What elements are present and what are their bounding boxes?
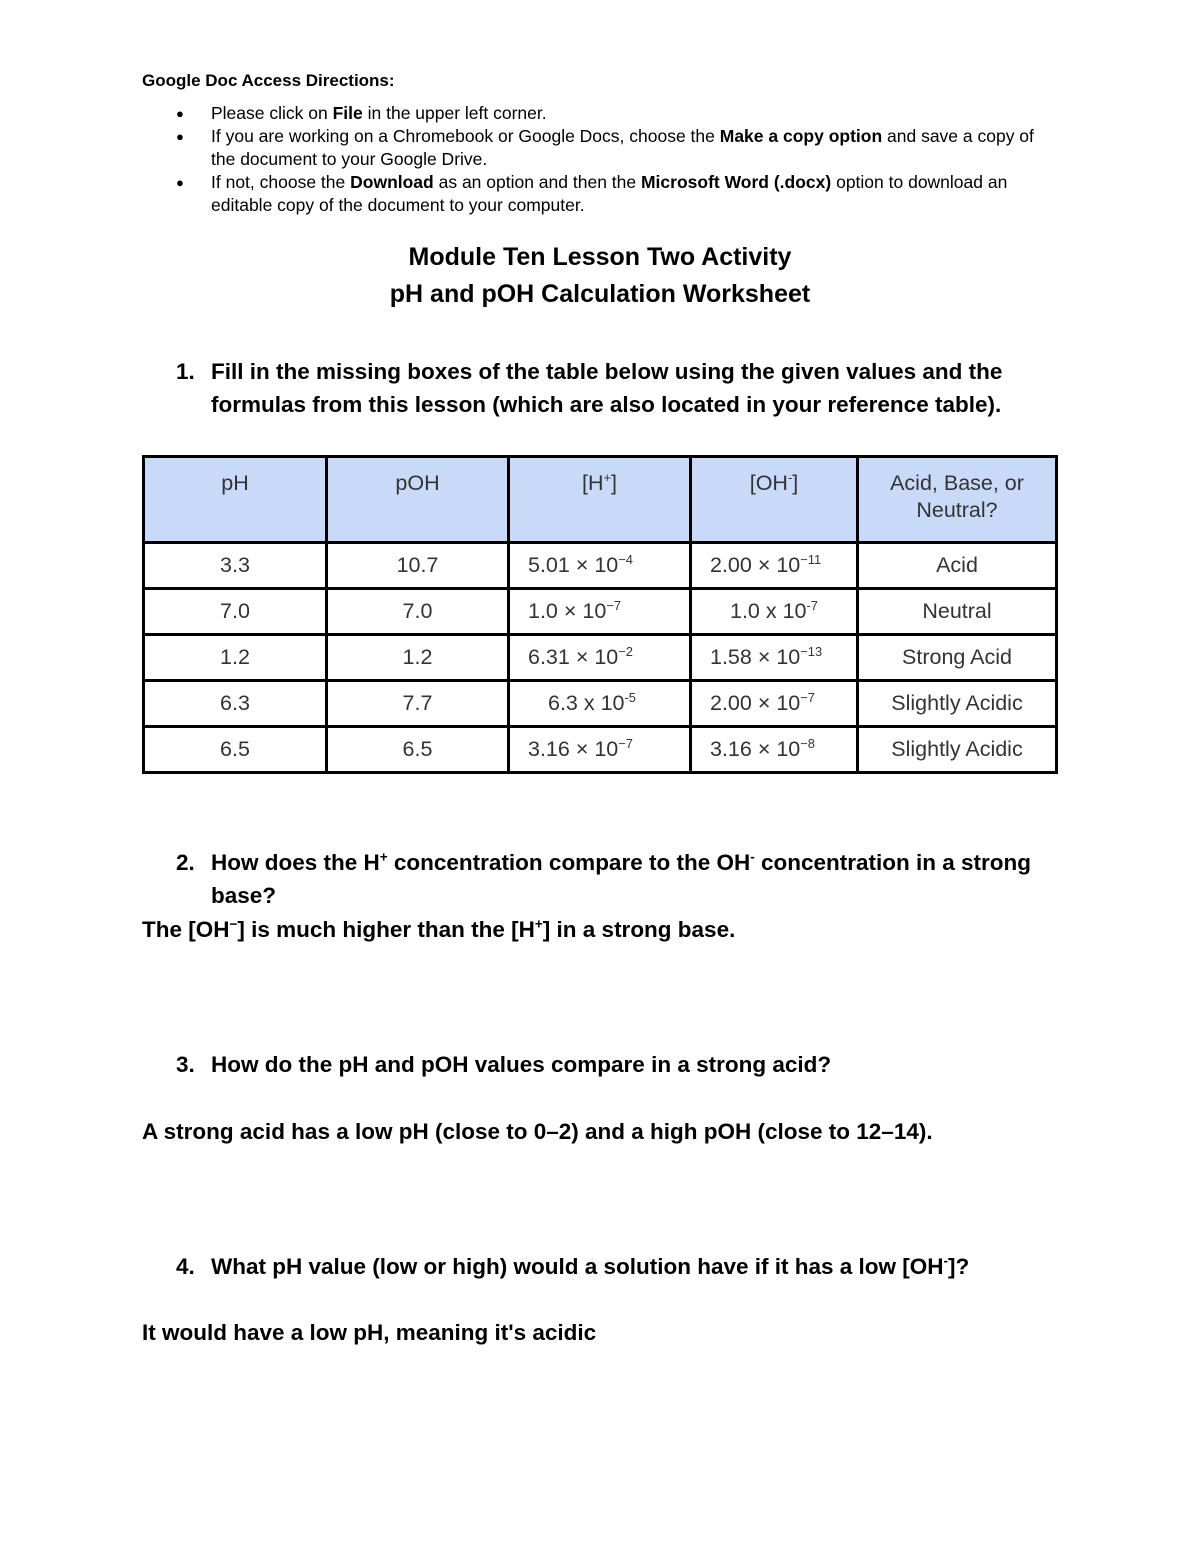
header-oh-concentration: [OH-] — [691, 457, 858, 543]
directions-item: ● Please click on File in the upper left corner. — [176, 103, 547, 123]
page-title: Module Ten Lesson Two Activity — [408, 243, 792, 271]
question-3 — [176, 1048, 1056, 1081]
question-text: How does the H+ concentration compare to the OH- concentration in a strong base? — [211, 849, 1031, 908]
question-text: Fill in the missing boxes of the table below using the given values and the formulas from this lesson (which are also located in your reference table). — [211, 359, 1003, 417]
cell-h-concentration: $3.16 \times 10^{-7}$ — [509, 727, 691, 773]
table-header-row — [144, 457, 1057, 543]
question-1 — [176, 355, 1056, 421]
header-ph: pH — [144, 457, 327, 543]
cell-classification: Acid — [858, 543, 1057, 589]
directions-heading: Google Doc Access Directions: — [142, 71, 395, 90]
bullet-icon: ● — [176, 175, 184, 190]
cell-ph: 6.3 — [144, 681, 327, 727]
cell-classification: Slightly Acidic — [858, 727, 1057, 773]
question-number: 3. — [176, 1052, 195, 1077]
header-h-concentration: [H+] — [509, 457, 691, 543]
download-ref: Download — [350, 172, 434, 192]
cell-h-concentration: 6.3 x $10^{-5}$ — [509, 681, 691, 727]
make-copy-ref: Make a copy option — [719, 126, 883, 146]
bullet-icon: ● — [176, 106, 184, 121]
file-menu-ref: File — [332, 103, 363, 123]
question-text: What pH value (low or high) would a solution have if it has a low [OH-]? — [211, 1253, 970, 1279]
header-poh: pOH — [327, 457, 509, 543]
cell-h-concentration: $1.0 \times 10^{-7}$ — [509, 589, 691, 635]
cell-classification: Slightly Acidic — [858, 681, 1057, 727]
header-classification: Acid, Base, or Neutral? — [858, 457, 1057, 543]
table-row — [144, 635, 1057, 681]
cell-poh: 7.7 — [327, 681, 509, 727]
cell-ph: 1.2 — [144, 635, 327, 681]
table-row — [144, 543, 1057, 589]
cell-oh-concentration: $2.00 \times 10^{-11}$ — [691, 543, 858, 589]
cell-classification: Strong Acid — [858, 635, 1057, 681]
cell-oh-concentration: $1.58 \times 10^{-13}$ — [691, 635, 858, 681]
question-4 — [176, 1250, 1056, 1283]
cell-ph: 6.5 — [144, 727, 327, 773]
cell-h-concentration: $5.01 \times 10^{-4}$ — [509, 543, 691, 589]
cell-poh: 1.2 — [327, 635, 509, 681]
answer-2: The [OH−] is much higher than the [H+] in a strong base. — [142, 916, 736, 942]
table-row — [144, 681, 1057, 727]
question-2 — [176, 846, 1056, 912]
cell-poh: 7.0 — [327, 589, 509, 635]
directions-list — [142, 102, 1062, 217]
cell-oh-concentration: $3.16 \times 10^{-8}$ — [691, 727, 858, 773]
ph-table — [142, 455, 1058, 774]
page-subtitle: pH and pOH Calculation Worksheet — [389, 280, 811, 308]
cell-poh: 10.7 — [327, 543, 509, 589]
cell-oh-concentration: 1.0 x $10^{-7}$ — [691, 589, 858, 635]
answer-3: A strong acid has a low pH (close to 0–2) and a high pOH (close to 12–14). — [142, 1119, 933, 1144]
word-format-ref: Microsoft Word (.docx) — [640, 172, 832, 192]
question-number: 2. — [176, 850, 195, 875]
cell-ph: 7.0 — [144, 589, 327, 635]
question-number: 4. — [176, 1254, 195, 1279]
cell-poh: 6.5 — [327, 727, 509, 773]
directions-item: ● If not, choose the Download as an option and then the Microsoft Word (.docx) option to download an editable copy of the document to your computer. — [176, 172, 1008, 215]
table-row — [144, 727, 1057, 773]
directions-item: ● If you are working on a Chromebook or Google Docs, choose the Make a copy option and save a copy of the document to your Google Drive. — [176, 126, 1034, 169]
cell-classification: Neutral — [858, 589, 1057, 635]
question-text: How do the pH and pOH values compare in a strong acid? — [211, 1052, 832, 1077]
table-row — [144, 589, 1057, 635]
cell-h-concentration: $6.31 \times 10^{-2}$ — [509, 635, 691, 681]
cell-ph: 3.3 — [144, 543, 327, 589]
bullet-icon: ● — [176, 129, 184, 144]
cell-oh-concentration: $2.00 \times 10^{-7}$ — [691, 681, 858, 727]
answer-4: It would have a low pH, meaning it's acidic — [142, 1320, 597, 1345]
question-number: 1. — [176, 359, 195, 384]
